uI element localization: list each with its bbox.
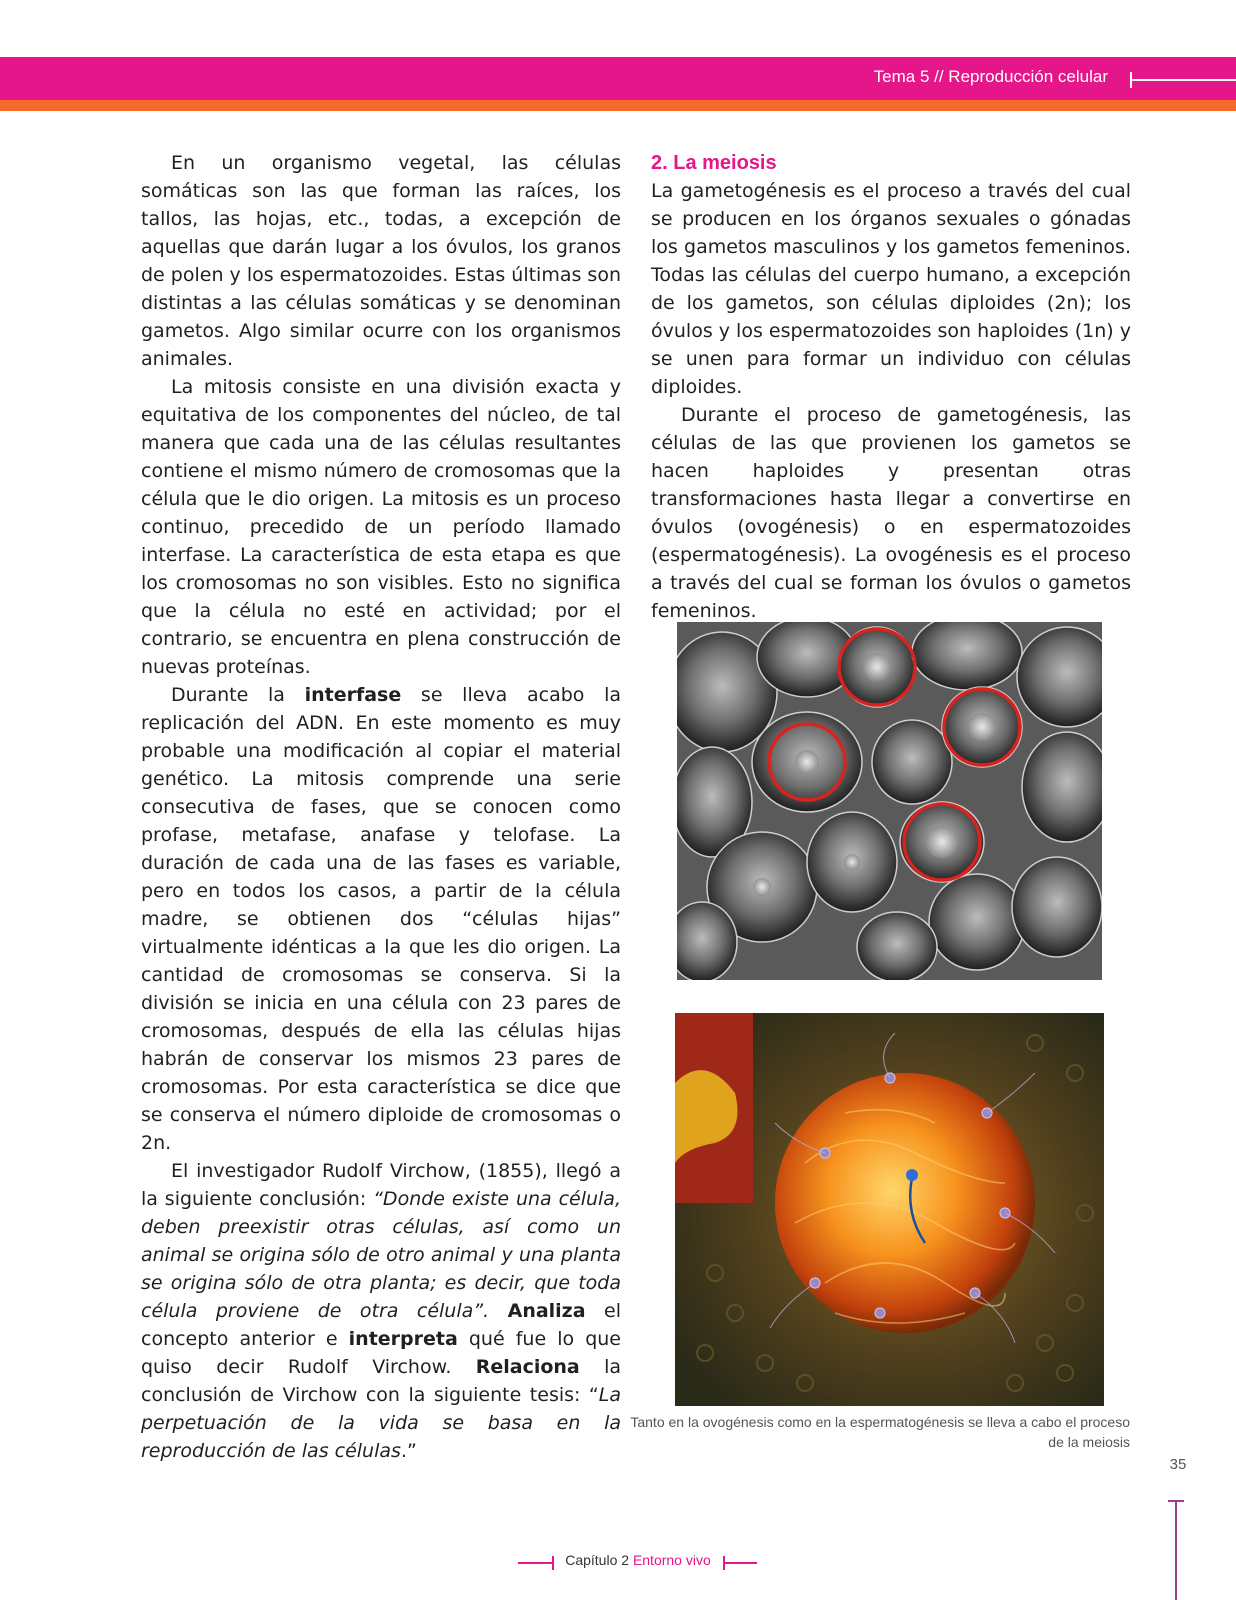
paragraph-interphase: Durante la interfase se lleva acabo la replicación del ADN. En este momento es muy probable una modificación al copiar el material genético. La mitosis comprende una serie consecutiva de fases, que se conocen como profase, metafase, anafase y telofase. La duración de cada una de las fases es variable, pero en todos los casos, a partir de la célula madre, se obtienen dos “células hijas” virtualmente idénticas a la que les dio origen. La cantidad de cromosomas se conserva. Si la división se inicia en una célula con 23 pares de cromosomas, después de ella las células hijas habrán de conservar los mismos 23 pares de cromosomas. Por esta característica se dice que se conserva el número diploide de cromosomas o 2n. (141, 684, 621, 1154)
paragraph-somatic-cells: En un organismo vegetal, las células somáticas son las que forman las raíces, los tallos, las hojas, etc., todas, a excepción de aquellas que darán lugar a los óvulos, los granos de polen y los espermatozoides. Estas últimas son distintas a las células somáticas y se denominan gametos. Algo similar ocurre con los organismos animales. (141, 152, 621, 370)
page-number: 35 (1169, 1456, 1187, 1473)
section-heading-meiosis: 2. La meiosis (651, 152, 777, 174)
right-column (651, 149, 1131, 625)
term-interpreta: interpreta (348, 1328, 458, 1350)
header-rule (1130, 79, 1236, 81)
virchow-quote: “Donde existe una célula, deben preexistir otras células, así como un animal se origina sólo de otro animal y una planta se origina sólo de otra planta; es decir, que toda célula proviene de otra célula”. (141, 1188, 621, 1322)
micrograph-illustration (677, 622, 1102, 980)
fertilization-illustration (675, 1013, 1104, 1406)
paragraph-mitosis: La mitosis consiste en una división exacta y equitativa de los componentes del núcleo, de tal manera que cada una de las células resultantes contiene el mismo número de cromosomas que la célula que le dio origen. La mitosis es un proceso continuo, precedido de un período llamado interfase. La característica de esta etapa es que los cromosomas no son visibles. Esto no significa que la célula no esté en actividad; por el contrario, se encuentra en plena construcción de nuevas proteínas. (141, 376, 621, 678)
paragraph-gametogenesis: La gametogénesis es el proceso a través del cual se producen en los órganos sexuales o gónadas los gametos masculinos y los gametos femeninos. Todas las células del cuerpo humano, a excepción de los gametos, son células diploides (2n); los óvulos y los espermatozoides son haploides (1n) y se unen para formar un individuo con células diploides. (651, 180, 1131, 398)
term-analiza: Analiza (507, 1300, 586, 1322)
side-rule (1175, 1500, 1177, 1600)
ovum-sperm-image (675, 1013, 1104, 1406)
paragraph-ovogenesis: Durante el proceso de gametogénesis, las células de las que provienen los gametos se hacen haploides y presentan otras transformaciones hasta llegar a convertirse en óvulos (ovogénesis) o en espermatozoides (espermatogénesis). La ovogénesis es el proceso a través del cual se forman los óvulos o gametos femeninos. (651, 404, 1131, 622)
footer-chapter-number: Capítulo 2 (565, 1552, 630, 1568)
micrograph-cells-image (677, 622, 1102, 980)
term-relaciona: Relaciona (475, 1356, 580, 1378)
footer-chapter-name: Entorno vivo (632, 1552, 711, 1568)
term-interfase: interfase (304, 684, 402, 706)
footer-chapter (518, 1552, 758, 1568)
thesis-quote: La perpetuación de la vida se basa en la reproducción de las células (141, 1384, 621, 1462)
figure-caption: Tanto en la ovogénesis como en la espermatogénesis se lleva a cabo el proceso de la meiosis (630, 1414, 1130, 1450)
header-accent-band (0, 100, 1236, 111)
left-column (141, 149, 621, 1465)
footer-rule-right (723, 1562, 757, 1564)
paragraph-virchow: El investigador Rudolf Virchow, (1855), llegó a la siguiente conclusión: “Donde existe una célula, deben preexistir otras células, así como un animal se origina sólo de otro animal y una planta se origina sólo de otra planta; es decir, que toda célula proviene de otra célula”. Analiza el concepto anterior e interpreta qué fue lo que quiso decir Rudolf Virchow. Relaciona la conclusión de Virchow con la siguiente tesis: “La perpetuación de la vida se basa en la reproducción de las células.” (141, 1160, 621, 1462)
running-header-title: Tema 5 // Reproducción celular (873, 67, 1108, 86)
